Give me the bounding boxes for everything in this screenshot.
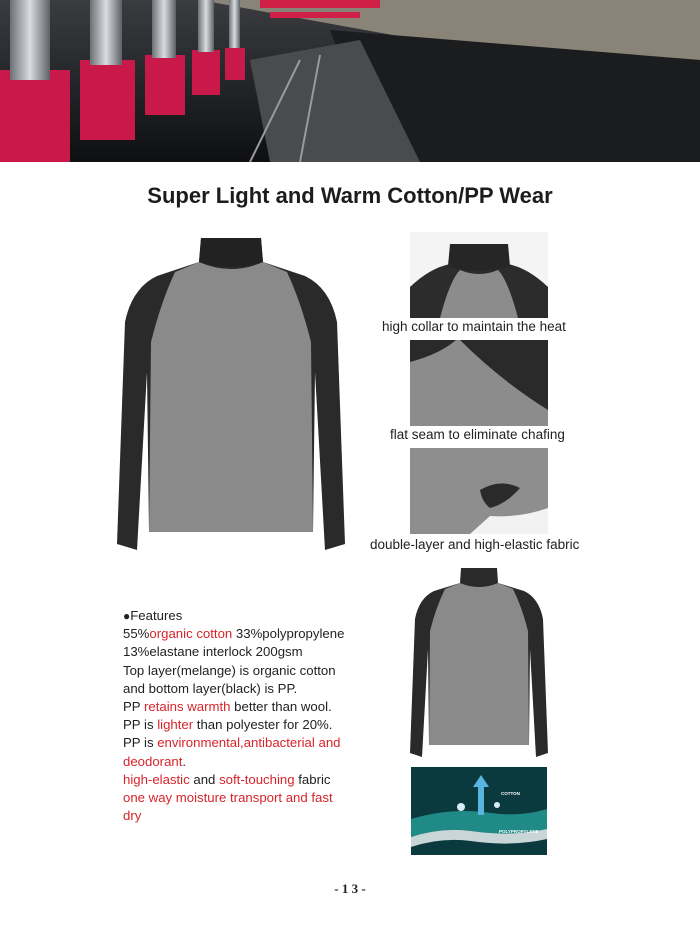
features-list xyxy=(123,607,355,825)
caption-seam: flat seam to eliminate chafing xyxy=(390,427,565,442)
feature-line: PP is environmental,antibacterial and xyxy=(123,735,341,751)
bullet-icon: ● xyxy=(123,609,131,623)
page-title: Super Light and Warm Cotton/PP Wear xyxy=(147,183,553,208)
hero-photo xyxy=(0,0,700,162)
feature-line: PP is lighter than polyester for 20%. xyxy=(123,717,333,733)
caption-collar: high collar to maintain the heat xyxy=(382,319,566,334)
moisture-transport-diagram xyxy=(411,767,547,855)
feature-line: 13%elastane interlock 200gsm xyxy=(123,644,303,660)
diagram-label-cotton: COTTON xyxy=(501,791,520,796)
feature-line: Top layer(melange) is organic cotton xyxy=(123,662,336,678)
feature-line: 55%organic cotton 33%polypropylene xyxy=(123,626,345,642)
feature-line: deodorant. xyxy=(123,753,187,769)
main-shirt-image xyxy=(115,232,347,554)
feature-line: and bottom layer(black) is PP. xyxy=(123,680,298,696)
feature-line: PP retains warmth better than wool. xyxy=(123,699,332,715)
collar-detail-image xyxy=(410,232,548,318)
fabric-detail-image xyxy=(410,448,548,534)
feature-line: one way moisture transport and fast xyxy=(123,790,333,806)
secondary-shirt-image xyxy=(408,565,550,759)
diagram-label-pp: POLYPROPYLENE xyxy=(499,829,539,834)
caption-fabric: double-layer and high-elastic fabric xyxy=(370,537,580,552)
feature-line: dry xyxy=(123,808,142,824)
seam-detail-image xyxy=(410,340,548,426)
features-heading: ●Features xyxy=(123,608,183,623)
page-number: - 1 3 - xyxy=(334,881,366,896)
feature-line: high-elastic and soft-touching fabric xyxy=(123,771,331,787)
